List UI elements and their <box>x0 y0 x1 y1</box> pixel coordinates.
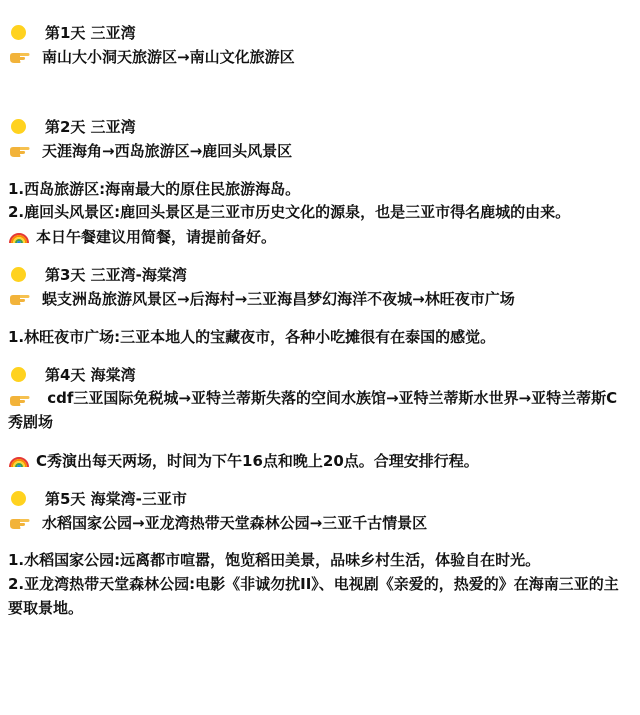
day-4-route-row <box>8 386 632 434</box>
pointing-hand-icon <box>8 289 30 307</box>
day-1-route: 南山大小洞天旅游区→南山文化旅游区 <box>42 47 295 66</box>
yellow-circle-icon <box>11 267 26 282</box>
day-4-route: cdf三亚国际免税城→亚特兰蒂斯失落的空间水族馆→亚特兰蒂斯水世界→亚特兰蒂斯C秀剧场 <box>8 389 618 431</box>
day-2-route-row <box>8 138 632 162</box>
day-2-tip: 本日午餐建议用简餐，请提前备好。 <box>36 227 277 246</box>
day-5-route-row <box>8 510 632 534</box>
day-4-tip-row <box>8 448 632 472</box>
day-4-tip: C秀演出每天两场，时间为下午16点和晚上20点。合理安排行程。 <box>36 451 479 470</box>
day-1-route-row <box>8 44 632 68</box>
day-3-note-1: 1.林旺夜市广场:三亚本地人的宝藏夜市，各种小吃摊很有在泰国的感觉。 <box>8 327 496 346</box>
day-4-title: 第4天 海棠湾 <box>45 365 136 384</box>
day-3-route-row <box>8 286 632 310</box>
day-2-title: 第2天 三亚湾 <box>45 117 136 136</box>
day-5-title-row <box>8 486 632 510</box>
pointing-hand-icon <box>8 47 30 65</box>
day-1-title-row <box>8 20 632 44</box>
day-5-route: 水稻国家公园→亚龙湾热带天堂森林公园→三亚千古情景区 <box>42 513 428 532</box>
day-3-title-row <box>8 262 632 286</box>
yellow-circle-icon <box>11 491 26 506</box>
day-2-tip-row <box>8 224 632 248</box>
day-3-route: 蜈支洲岛旅游风景区→后海村→三亚海昌梦幻海洋不夜城→林旺夜市广场 <box>42 289 515 308</box>
rainbow-icon <box>8 227 30 245</box>
day-2-route: 天涯海角→西岛旅游区→鹿回头风景区 <box>42 141 293 160</box>
day-4-title-row <box>8 362 632 386</box>
yellow-circle-icon <box>11 367 26 382</box>
yellow-circle-icon <box>11 25 26 40</box>
day-2-title-row <box>8 114 632 138</box>
day-5-title: 第5天 海棠湾-三亚市 <box>45 489 187 508</box>
day-5-note-2: 2.亚龙湾热带天堂森林公园:电影《非诚勿扰II》、电视剧《亲爱的，热爱的》在海南三亚的主要取景地。 <box>8 575 619 617</box>
yellow-circle-icon <box>11 119 26 134</box>
day-1-title: 第1天 三亚湾 <box>45 23 136 42</box>
day-5-note-1: 1.水稻国家公园:远离都市喧嚣，饱览稻田美景，品味乡村生活，体验自在时光。 <box>8 551 541 569</box>
day-2-note-2: 2.鹿回头风景区:鹿回头景区是三亚市历史文化的源泉，也是三亚市得名鹿城的由来。 <box>8 203 571 221</box>
pointing-hand-icon <box>8 390 30 408</box>
rainbow-icon <box>8 451 30 469</box>
day-2-note-1: 1.西岛旅游区:海南最大的原住民旅游海岛。 <box>8 179 301 198</box>
pointing-hand-icon <box>8 141 30 159</box>
pointing-hand-icon <box>8 513 30 531</box>
day-3-title: 第3天 三亚湾-海棠湾 <box>45 265 187 284</box>
